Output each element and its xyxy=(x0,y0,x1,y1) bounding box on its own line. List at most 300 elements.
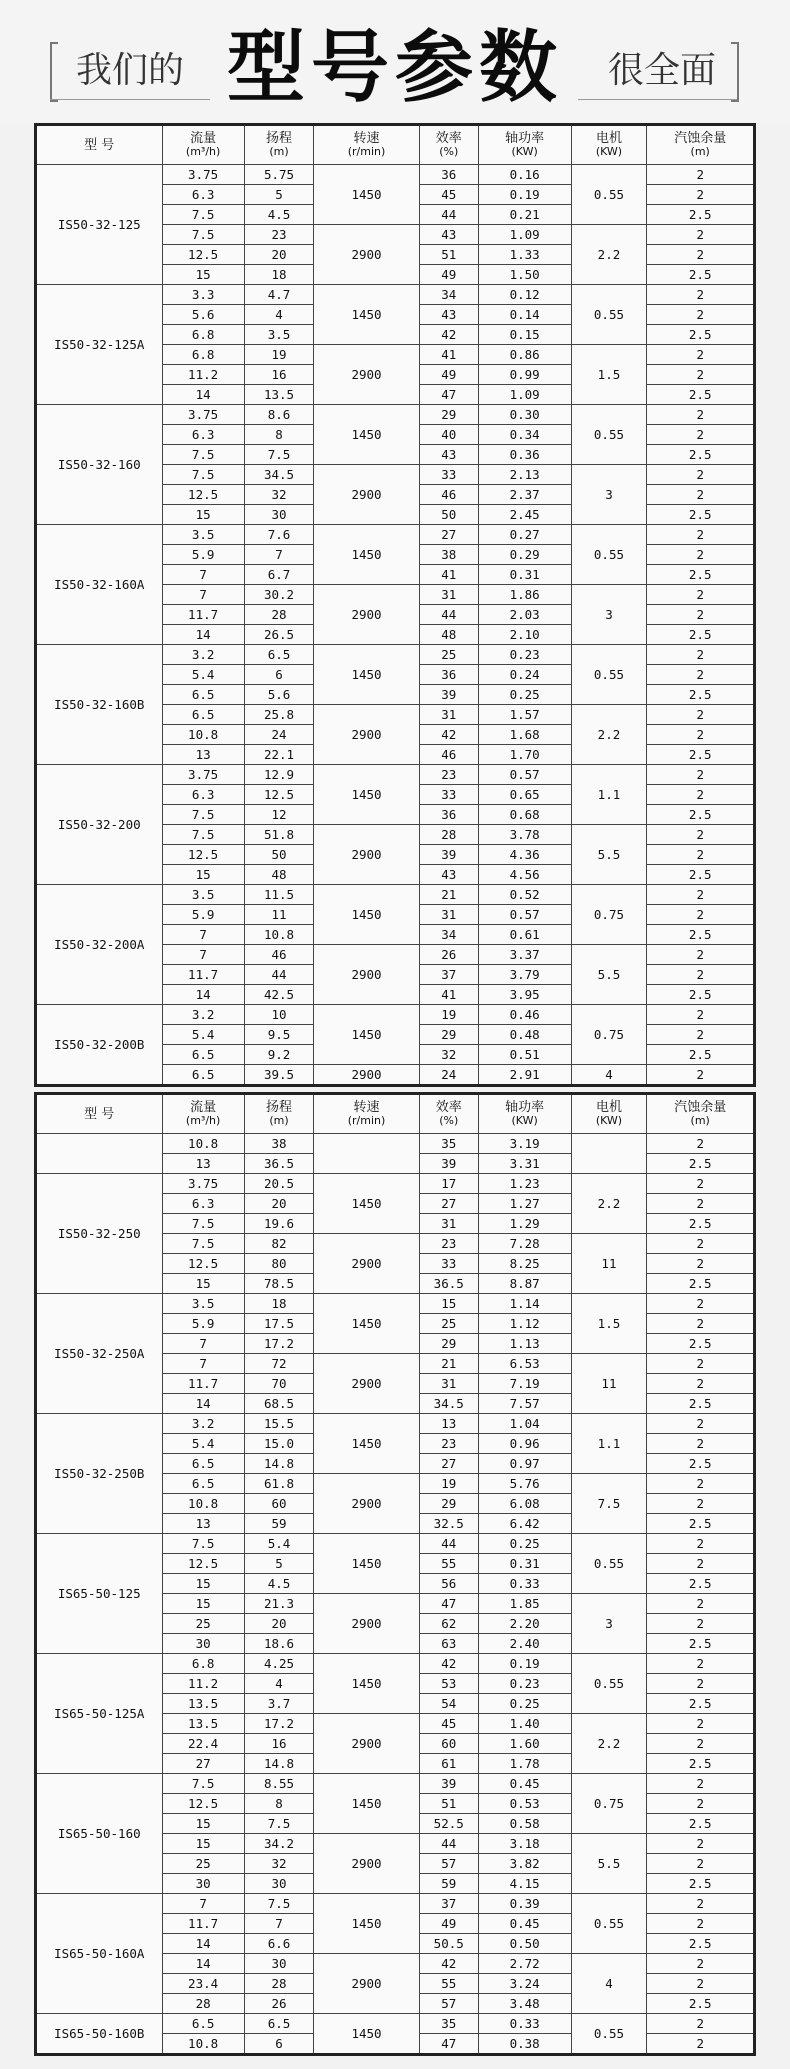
efficiency-cell: 21 xyxy=(419,885,478,905)
npsh-cell: 2.5 xyxy=(647,1045,755,1065)
shaft-power-cell: 7.57 xyxy=(478,1394,571,1414)
col-header-unit: (KW) xyxy=(595,1114,623,1127)
speed-cell: 2900 xyxy=(314,1714,419,1774)
motor-cell: 3 xyxy=(571,1594,647,1654)
shaft-power-cell: 1.09 xyxy=(478,225,571,245)
motor-cell xyxy=(571,1134,647,1174)
flow-cell: 6.8 xyxy=(162,1654,244,1674)
head-cell: 6 xyxy=(244,2034,314,2055)
col-header-unit: (m) xyxy=(690,1114,710,1127)
col-header-npsh xyxy=(647,1094,755,1134)
head-cell: 12.5 xyxy=(244,785,314,805)
shaft-power-cell: 0.25 xyxy=(478,685,571,705)
head-cell: 11 xyxy=(244,905,314,925)
efficiency-cell: 55 xyxy=(419,1554,478,1574)
head-cell: 14.8 xyxy=(244,1454,314,1474)
speed-cell: 1450 xyxy=(314,2014,419,2055)
shaft-power-cell: 0.65 xyxy=(478,785,571,805)
npsh-cell: 2 xyxy=(647,345,755,365)
flow-cell: 14 xyxy=(162,385,244,405)
head-cell: 4.25 xyxy=(244,1654,314,1674)
efficiency-cell: 34 xyxy=(419,285,478,305)
shaft-power-cell: 0.61 xyxy=(478,925,571,945)
motor-cell: 0.75 xyxy=(571,885,647,945)
npsh-cell: 2.5 xyxy=(647,1154,755,1174)
efficiency-cell: 43 xyxy=(419,445,478,465)
shaft-power-cell: 0.33 xyxy=(478,2014,571,2034)
npsh-cell: 2 xyxy=(647,765,755,785)
shaft-power-cell: 8.25 xyxy=(478,1254,571,1274)
head-cell: 5.4 xyxy=(244,1534,314,1554)
npsh-cell: 2.5 xyxy=(647,1694,755,1714)
head-cell: 12.9 xyxy=(244,765,314,785)
npsh-cell: 2 xyxy=(647,1025,755,1045)
head-cell: 32 xyxy=(244,485,314,505)
efficiency-cell: 31 xyxy=(419,1374,478,1394)
head-cell: 20 xyxy=(244,245,314,265)
npsh-cell: 2 xyxy=(647,845,755,865)
shaft-power-cell: 0.31 xyxy=(478,565,571,585)
shaft-power-cell: 2.03 xyxy=(478,605,571,625)
model-cell: IS65-50-160 xyxy=(36,1774,163,1894)
table-row xyxy=(36,405,755,425)
head-cell: 32 xyxy=(244,1854,314,1874)
shaft-power-cell: 4.56 xyxy=(478,865,571,885)
head-cell: 68.5 xyxy=(244,1394,314,1414)
flow-cell: 25 xyxy=(162,1614,244,1634)
efficiency-cell: 59 xyxy=(419,1874,478,1894)
shaft-power-cell: 3.82 xyxy=(478,1854,571,1874)
col-header-label: 扬程 xyxy=(266,1100,293,1115)
head-cell: 36.5 xyxy=(244,1154,314,1174)
motor-cell: 0.55 xyxy=(571,165,647,225)
shaft-power-cell: 0.19 xyxy=(478,185,571,205)
motor-cell: 0.55 xyxy=(571,1534,647,1594)
efficiency-cell: 44 xyxy=(419,1534,478,1554)
head-cell: 30.2 xyxy=(244,585,314,605)
flow-cell: 7 xyxy=(162,1354,244,1374)
flow-cell: 10.8 xyxy=(162,1494,244,1514)
table-row xyxy=(36,1005,755,1025)
npsh-cell: 2 xyxy=(647,1005,755,1025)
npsh-cell: 2.5 xyxy=(647,565,755,585)
shaft-power-cell: 4.15 xyxy=(478,1874,571,1894)
head-cell: 50 xyxy=(244,845,314,865)
col-header-label: 效率 xyxy=(435,1100,462,1115)
divider-left xyxy=(50,99,210,100)
head-cell: 39.5 xyxy=(244,1065,314,1086)
head-cell: 6 xyxy=(244,665,314,685)
shaft-power-cell: 7.19 xyxy=(478,1374,571,1394)
shaft-power-cell: 1.70 xyxy=(478,745,571,765)
npsh-cell: 2.5 xyxy=(647,265,755,285)
head-cell: 18 xyxy=(244,1294,314,1314)
model-cell: IS50-32-250A xyxy=(36,1294,163,1414)
flow-cell: 12.5 xyxy=(162,245,244,265)
head-cell: 5 xyxy=(244,1554,314,1574)
motor-cell: 1.1 xyxy=(571,1414,647,1474)
npsh-cell: 2 xyxy=(647,1554,755,1574)
shaft-power-cell: 1.27 xyxy=(478,1194,571,1214)
efficiency-cell: 36 xyxy=(419,805,478,825)
speed-cell: 1450 xyxy=(314,1174,419,1234)
col-header-flow xyxy=(162,125,244,165)
motor-cell: 5.5 xyxy=(571,945,647,1005)
npsh-cell: 2 xyxy=(647,905,755,925)
flow-cell: 3.5 xyxy=(162,525,244,545)
head-cell: 30 xyxy=(244,505,314,525)
npsh-cell: 2.5 xyxy=(647,1814,755,1834)
shaft-power-cell: 0.36 xyxy=(478,445,571,465)
head-cell: 22.1 xyxy=(244,745,314,765)
speed-cell: 1450 xyxy=(314,1774,419,1834)
motor-cell: 1.5 xyxy=(571,1294,647,1354)
motor-cell: 3 xyxy=(571,585,647,645)
speed-cell: 2900 xyxy=(314,585,419,645)
table-row xyxy=(36,525,755,545)
npsh-cell: 2 xyxy=(647,545,755,565)
shaft-power-cell: 2.13 xyxy=(478,465,571,485)
flow-cell: 6.3 xyxy=(162,185,244,205)
flow-cell: 30 xyxy=(162,1874,244,1894)
head-cell: 10.8 xyxy=(244,925,314,945)
flow-cell: 6.5 xyxy=(162,705,244,725)
shaft-power-cell: 6.42 xyxy=(478,1514,571,1534)
head-cell: 80 xyxy=(244,1254,314,1274)
flow-cell: 5.9 xyxy=(162,905,244,925)
flow-cell: 22.4 xyxy=(162,1734,244,1754)
head-cell: 21.3 xyxy=(244,1594,314,1614)
efficiency-cell: 15 xyxy=(419,1294,478,1314)
head-cell: 60 xyxy=(244,1494,314,1514)
shaft-power-cell: 3.48 xyxy=(478,1994,571,2014)
col-header-label: 流量 xyxy=(190,1100,217,1115)
flow-cell: 14 xyxy=(162,985,244,1005)
flow-cell: 15 xyxy=(162,265,244,285)
col-header-label: 汽蚀余量 xyxy=(674,131,727,146)
shaft-power-cell: 0.52 xyxy=(478,885,571,905)
flow-cell: 15 xyxy=(162,1834,244,1854)
speed-cell: 2900 xyxy=(314,1954,419,2014)
flow-cell: 28 xyxy=(162,1994,244,2014)
divider-right xyxy=(578,99,738,100)
head-cell: 6.6 xyxy=(244,1934,314,1954)
shaft-power-cell: 0.25 xyxy=(478,1694,571,1714)
flow-cell: 5.4 xyxy=(162,1434,244,1454)
head-cell: 14.8 xyxy=(244,1754,314,1774)
npsh-cell: 2 xyxy=(647,945,755,965)
flow-cell: 7.5 xyxy=(162,1214,244,1234)
flow-cell: 14 xyxy=(162,1934,244,1954)
npsh-cell: 2 xyxy=(647,1534,755,1554)
flow-cell: 6.8 xyxy=(162,345,244,365)
head-cell: 28 xyxy=(244,1974,314,1994)
head-cell: 44 xyxy=(244,965,314,985)
shaft-power-cell: 0.45 xyxy=(478,1914,571,1934)
npsh-cell: 2 xyxy=(647,1714,755,1734)
col-header-npsh xyxy=(647,125,755,165)
head-cell: 82 xyxy=(244,1234,314,1254)
flow-cell: 7.5 xyxy=(162,1534,244,1554)
efficiency-cell: 42 xyxy=(419,725,478,745)
head-cell: 4.5 xyxy=(244,205,314,225)
head-cell: 13.5 xyxy=(244,385,314,405)
motor-cell: 7.5 xyxy=(571,1474,647,1534)
efficiency-cell: 34 xyxy=(419,925,478,945)
table-row xyxy=(36,765,755,785)
head-cell: 16 xyxy=(244,1734,314,1754)
shaft-power-cell: 0.23 xyxy=(478,645,571,665)
col-header-label: 电机 xyxy=(595,131,622,146)
shaft-power-cell: 0.38 xyxy=(478,2034,571,2055)
efficiency-cell: 62 xyxy=(419,1614,478,1634)
speed-cell: 1450 xyxy=(314,1414,419,1474)
flow-cell: 12.5 xyxy=(162,1794,244,1814)
head-cell: 8 xyxy=(244,425,314,445)
head-cell: 4.7 xyxy=(244,285,314,305)
col-header-label: 转速 xyxy=(353,131,380,146)
shaft-power-cell: 2.45 xyxy=(478,505,571,525)
col-header-unit: (r/min) xyxy=(347,145,386,158)
npsh-cell: 2 xyxy=(647,1954,755,1974)
npsh-cell: 2 xyxy=(647,485,755,505)
npsh-cell: 2 xyxy=(647,605,755,625)
speed-cell: 1450 xyxy=(314,645,419,705)
model-cell xyxy=(36,1134,163,1174)
col-header-unit: (m) xyxy=(269,1114,289,1127)
npsh-cell: 2 xyxy=(647,1174,755,1194)
efficiency-cell: 19 xyxy=(419,1474,478,1494)
flow-cell: 15 xyxy=(162,1594,244,1614)
motor-cell: 5.5 xyxy=(571,1834,647,1894)
efficiency-cell: 36.5 xyxy=(419,1274,478,1294)
efficiency-cell: 25 xyxy=(419,1314,478,1334)
flow-cell: 6.3 xyxy=(162,785,244,805)
npsh-cell: 2 xyxy=(647,1374,755,1394)
shaft-power-cell: 0.21 xyxy=(478,205,571,225)
efficiency-cell: 27 xyxy=(419,1194,478,1214)
shaft-power-cell: 3.18 xyxy=(478,1834,571,1854)
efficiency-cell: 43 xyxy=(419,305,478,325)
npsh-cell: 2 xyxy=(647,1254,755,1274)
efficiency-cell: 49 xyxy=(419,265,478,285)
shaft-power-cell: 0.57 xyxy=(478,905,571,925)
flow-cell: 15 xyxy=(162,1574,244,1594)
npsh-cell: 2 xyxy=(647,1434,755,1454)
head-cell: 4 xyxy=(244,1674,314,1694)
head-cell: 3.5 xyxy=(244,325,314,345)
head-cell: 9.2 xyxy=(244,1045,314,1065)
efficiency-cell: 23 xyxy=(419,1234,478,1254)
npsh-cell: 2 xyxy=(647,1354,755,1374)
npsh-cell: 2 xyxy=(647,665,755,685)
efficiency-cell: 60 xyxy=(419,1734,478,1754)
flow-cell: 3.3 xyxy=(162,285,244,305)
efficiency-cell: 27 xyxy=(419,1454,478,1474)
head-cell: 6.7 xyxy=(244,565,314,585)
efficiency-cell: 24 xyxy=(419,1065,478,1086)
efficiency-cell: 42 xyxy=(419,1654,478,1674)
table-row xyxy=(36,1134,755,1154)
head-cell: 3.7 xyxy=(244,1694,314,1714)
shaft-power-cell: 1.85 xyxy=(478,1594,571,1614)
head-cell: 61.8 xyxy=(244,1474,314,1494)
npsh-cell: 2.5 xyxy=(647,1754,755,1774)
efficiency-cell: 33 xyxy=(419,1254,478,1274)
shaft-power-cell: 2.40 xyxy=(478,1634,571,1654)
flow-cell: 13.5 xyxy=(162,1694,244,1714)
head-cell: 10 xyxy=(244,1005,314,1025)
head-cell: 8 xyxy=(244,1794,314,1814)
table-row xyxy=(36,885,755,905)
flow-cell: 10.8 xyxy=(162,1134,244,1154)
shaft-power-cell: 0.25 xyxy=(478,1534,571,1554)
table-row xyxy=(36,1534,755,1554)
motor-cell: 2.2 xyxy=(571,1174,647,1234)
shaft-power-cell: 2.37 xyxy=(478,485,571,505)
shaft-power-cell: 3.19 xyxy=(478,1134,571,1154)
motor-cell: 0.55 xyxy=(571,645,647,705)
npsh-cell: 2 xyxy=(647,725,755,745)
npsh-cell: 2.5 xyxy=(647,745,755,765)
flow-cell: 6.5 xyxy=(162,1045,244,1065)
motor-cell: 1.5 xyxy=(571,345,647,405)
efficiency-cell: 39 xyxy=(419,685,478,705)
shaft-power-cell: 0.46 xyxy=(478,1005,571,1025)
efficiency-cell: 35 xyxy=(419,1134,478,1154)
col-header-model xyxy=(36,1094,163,1134)
flow-cell: 10.8 xyxy=(162,2034,244,2055)
efficiency-cell: 55 xyxy=(419,1974,478,1994)
table-row xyxy=(36,285,755,305)
bracket-left xyxy=(50,42,58,102)
col-header-label: 汽蚀余量 xyxy=(674,1100,727,1115)
shaft-power-cell: 3.24 xyxy=(478,1974,571,1994)
npsh-cell: 2 xyxy=(647,1654,755,1674)
head-cell: 15.5 xyxy=(244,1414,314,1434)
efficiency-cell: 50 xyxy=(419,505,478,525)
flow-cell: 11.7 xyxy=(162,1374,244,1394)
head-cell: 7 xyxy=(244,545,314,565)
head-cell: 42.5 xyxy=(244,985,314,1005)
flow-cell: 3.75 xyxy=(162,165,244,185)
speed-cell: 1450 xyxy=(314,1534,419,1594)
col-header-label: 流量 xyxy=(190,131,217,146)
head-cell: 28 xyxy=(244,605,314,625)
npsh-cell: 2.5 xyxy=(647,1454,755,1474)
npsh-cell: 2 xyxy=(647,1134,755,1154)
npsh-cell: 2 xyxy=(647,1314,755,1334)
npsh-cell: 2.5 xyxy=(647,1214,755,1234)
speed-cell: 2900 xyxy=(314,1474,419,1534)
bracket-right xyxy=(731,42,739,102)
flow-cell: 3.2 xyxy=(162,645,244,665)
efficiency-cell: 44 xyxy=(419,205,478,225)
flow-cell: 6.3 xyxy=(162,1194,244,1214)
col-header-label: 效率 xyxy=(435,131,462,146)
efficiency-cell: 29 xyxy=(419,1494,478,1514)
speed-cell: 1450 xyxy=(314,885,419,945)
col-header-unit: (m³/h) xyxy=(185,145,221,158)
npsh-cell: 2 xyxy=(647,785,755,805)
flow-cell: 7.5 xyxy=(162,1774,244,1794)
flow-cell: 3.75 xyxy=(162,1174,244,1194)
model-cell: IS50-32-250 xyxy=(36,1174,163,1294)
head-cell: 18.6 xyxy=(244,1634,314,1654)
head-cell: 20 xyxy=(244,1194,314,1214)
efficiency-cell: 52.5 xyxy=(419,1814,478,1834)
head-cell: 7.5 xyxy=(244,1814,314,1834)
model-cell: IS50-32-200B xyxy=(36,1005,163,1086)
flow-cell: 14 xyxy=(162,1394,244,1414)
npsh-cell: 2 xyxy=(647,1065,755,1086)
npsh-cell: 2 xyxy=(647,1674,755,1694)
flow-cell: 5.4 xyxy=(162,1025,244,1045)
model-cell: IS65-50-125A xyxy=(36,1654,163,1774)
shaft-power-cell: 0.29 xyxy=(478,545,571,565)
shaft-power-cell: 1.40 xyxy=(478,1714,571,1734)
efficiency-cell: 57 xyxy=(419,1994,478,2014)
shaft-power-cell: 0.23 xyxy=(478,1674,571,1694)
npsh-cell: 2 xyxy=(647,165,755,185)
npsh-cell: 2 xyxy=(647,1854,755,1874)
shaft-power-cell: 0.99 xyxy=(478,365,571,385)
flow-cell: 7 xyxy=(162,1894,244,1914)
shaft-power-cell: 0.97 xyxy=(478,1454,571,1474)
shaft-power-cell: 0.24 xyxy=(478,665,571,685)
efficiency-cell: 31 xyxy=(419,585,478,605)
motor-cell: 0.55 xyxy=(571,525,647,585)
shaft-power-cell: 8.87 xyxy=(478,1274,571,1294)
spec-table-1 xyxy=(34,123,756,1087)
npsh-cell: 2.5 xyxy=(647,1874,755,1894)
npsh-cell: 2.5 xyxy=(647,1634,755,1654)
efficiency-cell: 49 xyxy=(419,1914,478,1934)
shaft-power-cell: 1.09 xyxy=(478,385,571,405)
shaft-power-cell: 0.27 xyxy=(478,525,571,545)
flow-cell: 12.5 xyxy=(162,1254,244,1274)
shaft-power-cell: 2.91 xyxy=(478,1065,571,1086)
efficiency-cell: 31 xyxy=(419,1214,478,1234)
head-cell: 6.5 xyxy=(244,645,314,665)
efficiency-cell: 47 xyxy=(419,2034,478,2055)
head-cell: 12 xyxy=(244,805,314,825)
flow-cell: 23.4 xyxy=(162,1974,244,1994)
npsh-cell: 2 xyxy=(647,1414,755,1434)
efficiency-cell: 39 xyxy=(419,1154,478,1174)
shaft-power-cell: 7.28 xyxy=(478,1234,571,1254)
efficiency-cell: 34.5 xyxy=(419,1394,478,1414)
shaft-power-cell: 0.34 xyxy=(478,425,571,445)
flow-cell: 15 xyxy=(162,1814,244,1834)
head-cell: 4.5 xyxy=(244,1574,314,1594)
model-cell: IS50-32-160A xyxy=(36,525,163,645)
shaft-power-cell: 6.08 xyxy=(478,1494,571,1514)
speed-cell: 2900 xyxy=(314,345,419,405)
efficiency-cell: 35 xyxy=(419,2014,478,2034)
npsh-cell: 2.5 xyxy=(647,325,755,345)
head-cell: 38 xyxy=(244,1134,314,1154)
flow-cell: 15 xyxy=(162,1274,244,1294)
table-row xyxy=(36,1174,755,1194)
npsh-cell: 2 xyxy=(647,285,755,305)
flow-cell: 7.5 xyxy=(162,445,244,465)
col-header-unit: (m) xyxy=(690,145,710,158)
flow-cell: 15 xyxy=(162,505,244,525)
npsh-cell: 2.5 xyxy=(647,1934,755,1954)
page-title: 型号参数 xyxy=(226,23,563,113)
col-header-shaft-power xyxy=(478,125,571,165)
